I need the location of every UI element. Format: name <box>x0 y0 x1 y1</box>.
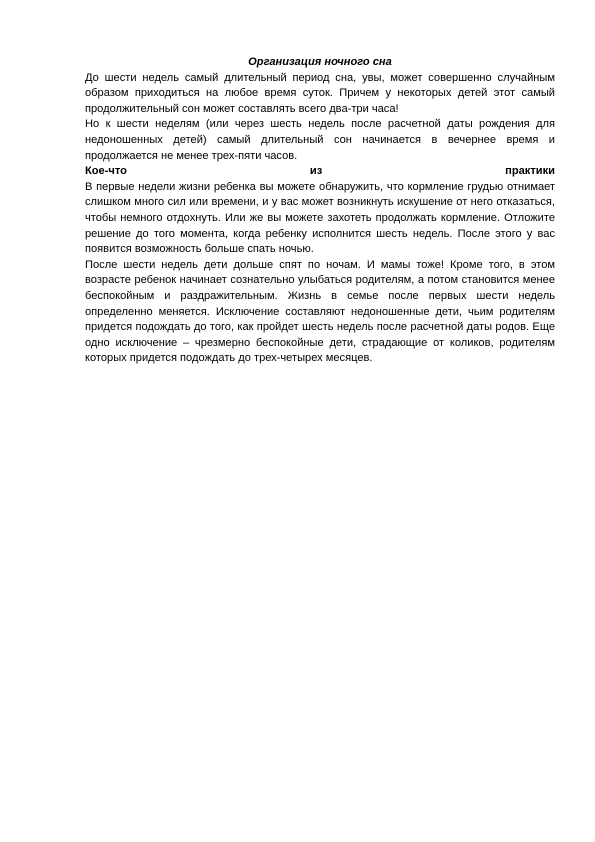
paragraph-practice-2: После шести недель дети дольше спят по ночам. И мамы тоже! Кроме того, в этом возрасте ребенок начинает сознательно улыбаться родителям, а потом становится менее беспокойным и раздражительным. Жизнь в семье после первых шести недель определенно меняется. Исключение составляют недоношенные дети, чьим родителям придется подождать до того, как пройдет шесть недель после расчетной даты родов. Еще одно исключение – чрезмерно беспокойные дети, страдающие от коликов, родителям которых придется подождать до трех-четырех месяцев. <box>85 258 555 365</box>
paragraph-intro-2: Но к шести неделям (или через шесть недель после расчетной даты рождения для недоношенных детей) самый длительный сон начинается в вечернее время и продолжается не менее трех-пяти часов. <box>85 118 555 162</box>
paragraph-practice-1: В первые недели жизни ребенка вы можете обнаружить, что кормление грудью отнимает слишком много сил или времени, и у вас может возникнуть искушение от него отказаться, чтобы немного отдохнуть. Или же вы можете захотеть продолжать кормление. Отложите решение до того момента, когда ребенку исполнится шесть недель. После этого у вас появится возможность больше спать ночью. <box>85 180 555 256</box>
document-title: Организация ночного сна <box>248 56 392 68</box>
section-heading: Кое-что из практики <box>85 165 555 178</box>
document-page <box>85 55 555 367</box>
paragraph-intro-1: До шести недель самый длительный период сна, увы, может совершенно случайным образом приходиться на любое время суток. Причем у некоторых детей этот самый продолжительный сон может составлять всего два-три часа! <box>85 71 555 115</box>
